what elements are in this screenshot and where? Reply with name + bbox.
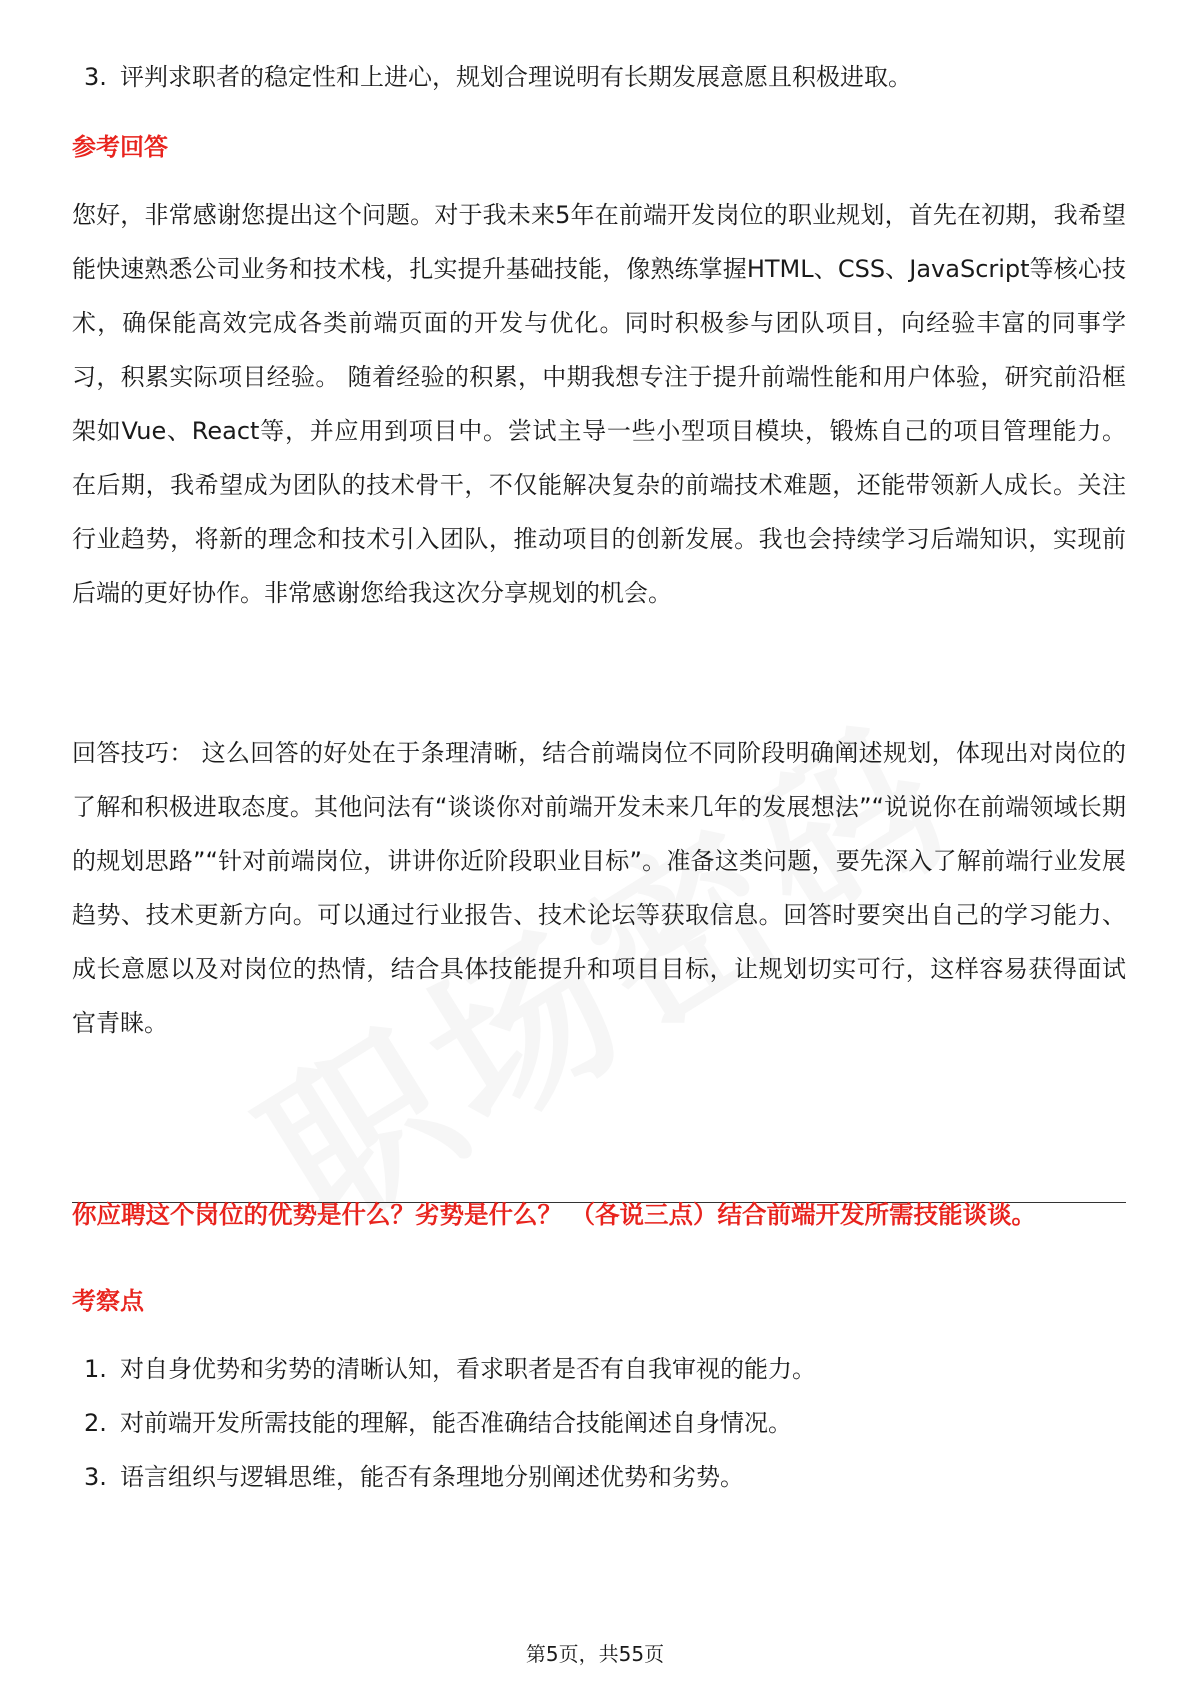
- list-number: 3.: [84, 63, 107, 91]
- answer-heading: 参考回答: [72, 133, 168, 161]
- list-item: [84, 1460, 744, 1494]
- page-footer: 第5页，共55页: [525, 1642, 665, 1666]
- list-text: 语言组织与逻辑思维，能否有条理地分别阐述优势和劣势。: [120, 1463, 744, 1491]
- answer-paragraph: 您好，非常感谢您提出这个问题。对于我未来5年在前端开发岗位的职业规划，首先在初期，我希望能快速熟悉公司业务和技术栈，扎实提升基础技能，像熟练掌握HTML、CSS、JavaScript等核心技术，确保能高效完成各类前端页面的开发与优化。同时积极参与团队项目，向经验丰富的同事学习，积累实际项目经验。 随着经验的积累，中期我想专注于提升前端性能和用户体验，研究前沿框架如Vue、React等，并应用到项目中。尝试主导一些小型项目模块，锻炼自己的项目管理能力。 在后期，我希望成为团队的技术骨干，不仅能解决复杂的前端技术难题，还能带领新人成长。关注行业趋势，将新的理念和技术引入团队，推动项目的创新发展。我也会持续学习后端知识，实现前后端的更好协作。非常感谢您给我这次分享规划的机会。: [72, 201, 1126, 607]
- points-heading: 考察点: [72, 1287, 144, 1315]
- list-text: 评判求职者的稳定性和上进心，规划合理说明有长期发展意愿且积极进取。: [120, 63, 912, 91]
- list-number: 3.: [84, 1463, 107, 1491]
- list-item: [84, 1406, 792, 1440]
- list-number: 1.: [84, 1355, 107, 1383]
- list-text: 对前端开发所需技能的理解，能否准确结合技能阐述自身情况。: [120, 1409, 792, 1437]
- list-number: 2.: [84, 1409, 107, 1437]
- list-text: 对自身优势和劣势的清晰认知，看求职者是否有自我审视的能力。: [120, 1355, 816, 1383]
- tips-paragraph: 回答技巧： 这么回答的好处在于条理清晰，结合前端岗位不同阶段明确阐述规划，体现出对岗位的了解和积极进取态度。其他问法有“谈谈你对前端开发未来几年的发展想法”“说说你在前端领域长期的规划思路”“针对前端岗位，讲讲你近阶段职业目标”。准备这类问题，要先深入了解前端行业发展趋势、技术更新方向。可以通过行业报告、技术论坛等获取信息。回答时要突出自己的学习能力、成长意愿以及对岗位的热情，结合具体技能提升和项目目标，让规划切实可行，这样容易获得面试官青睐。: [72, 739, 1126, 1037]
- list-item: [84, 60, 912, 94]
- question-heading: 你应聘这个岗位的优势是什么？劣势是什么？ （各说三点）结合前端开发所需技能谈谈。: [72, 1200, 1037, 1229]
- list-item: [84, 1352, 816, 1386]
